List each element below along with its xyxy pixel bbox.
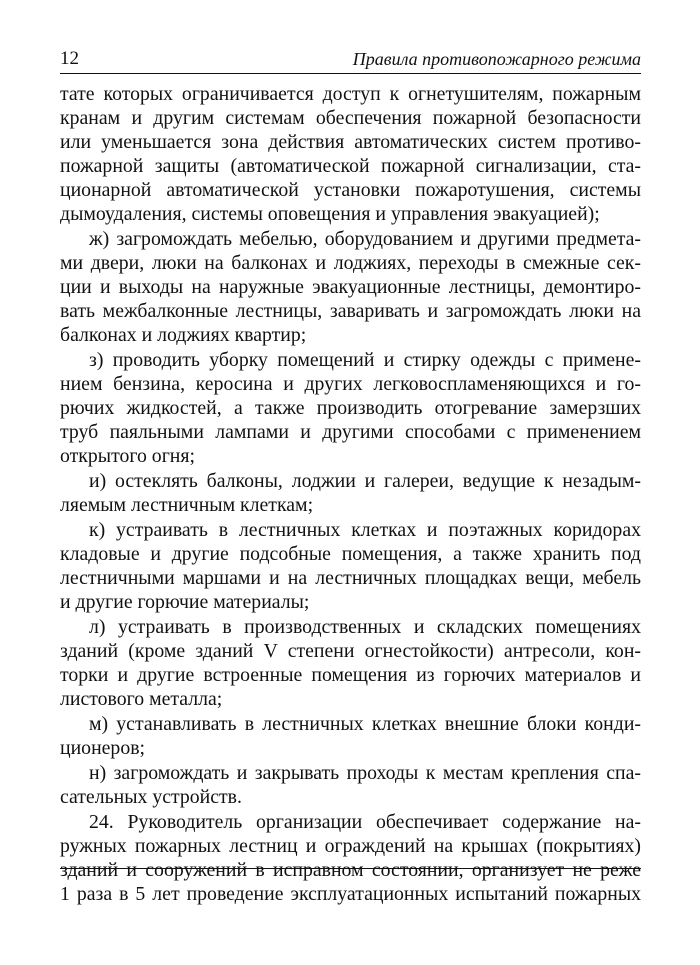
paragraph-item-z bbox=[60, 348, 641, 468]
text-line: 24. Руководитель организации обеспечивает содержание на- bbox=[89, 811, 641, 833]
page-header bbox=[60, 48, 641, 70]
paragraph-item-m bbox=[60, 712, 641, 760]
text-line: или уменьшается зона действия автоматических систем противо- bbox=[60, 131, 641, 153]
text-line: 1 раза в 5 лет проведение эксплуатационных испытаний пожарных bbox=[60, 883, 641, 905]
text-line: ционарной автоматической установки пожаротушения, системы bbox=[60, 179, 641, 201]
text-line: балконах и лоджиях квартир; bbox=[60, 324, 307, 346]
text-line: ружных пожарных лестниц и ограждений на крышах (покрытиях) bbox=[60, 835, 641, 857]
text-line: м) устанавливать в лестничных клетках внешние блоки конди- bbox=[89, 713, 641, 735]
text-line: и другие горючие материалы; bbox=[60, 591, 310, 613]
text-line: вать межбалконные лестницы, заваривать и загромождать люки на bbox=[60, 300, 641, 322]
text-line: и) остеклять балконы, лоджии и галереи, ведущие к незадым- bbox=[89, 470, 641, 492]
paragraph-item-l bbox=[60, 615, 641, 711]
body-text bbox=[60, 82, 641, 907]
text-line: н) загромождать и закрывать проходы к местам крепления спа- bbox=[89, 762, 641, 784]
paragraph-item-n bbox=[60, 761, 641, 809]
text-line: ционеров; bbox=[60, 737, 146, 759]
text-line: ми двери, люки на балконах и лоджиях, переходы в смежные сек- bbox=[60, 252, 641, 274]
paragraph-item-zh bbox=[60, 227, 641, 347]
text-line: ж) загромождать мебелью, оборудованием и другими предмета- bbox=[89, 228, 641, 250]
text-line: сательных устройств. bbox=[60, 786, 242, 808]
text-line: лестничными маршами и на лестничных площадках вещи, мебель bbox=[60, 567, 641, 589]
text-line: пожарной защиты (автоматической пожарной сигнализации, ста- bbox=[60, 155, 641, 177]
text-line: открытого огня; bbox=[60, 445, 195, 467]
text-line: л) устраивать в производственных и складских помещениях bbox=[89, 616, 641, 638]
paragraph-section-24 bbox=[60, 810, 641, 906]
text-line: торки и другие встроенные помещения из горючих материалов и bbox=[60, 664, 641, 686]
text-line: тате которых ограничивается доступ к огнетушителям, пожарным bbox=[60, 83, 641, 105]
text-line: рючих жидкостей, а также производить отогревание замерзших bbox=[60, 397, 641, 419]
paragraph-item-k bbox=[60, 518, 641, 614]
page-number: 12 bbox=[60, 48, 79, 69]
paragraph-continuation bbox=[60, 82, 641, 226]
text-line: ции и выходы на наружные эвакуационные лестницы, демонтиро- bbox=[60, 276, 641, 298]
footer-rule bbox=[60, 868, 641, 869]
running-title: Правила противопожарного режима bbox=[352, 49, 641, 69]
text-line: кладовые и другие подсобные помещения, а также хранить под bbox=[60, 543, 641, 565]
text-line: кранам и другим системам обеспечения пожарной безопасности bbox=[60, 107, 641, 129]
header-rule bbox=[60, 73, 641, 74]
text-line: зданий и сооружений в исправном состоянии, организует не реже bbox=[60, 859, 641, 881]
text-line: з) проводить уборку помещений и стирку одежды с примене- bbox=[89, 349, 641, 371]
text-line: нием бензина, керосина и других легковоспламеняющихся и го- bbox=[60, 373, 641, 395]
text-line: к) устраивать в лестничных клетках и поэтажных коридорах bbox=[89, 519, 641, 541]
text-line: зданий (кроме зданий V степени огнестойкости) антресоли, кон- bbox=[60, 640, 641, 662]
text-line: дымоудаления, системы оповещения и управления эвакуацией); bbox=[60, 203, 600, 225]
text-line: листового металла; bbox=[60, 688, 223, 710]
paragraph-item-i bbox=[60, 469, 641, 517]
text-line: труб паяльными лампами и другими способами с применением bbox=[60, 421, 641, 443]
text-line: ляемым лестничным клеткам; bbox=[60, 494, 314, 516]
